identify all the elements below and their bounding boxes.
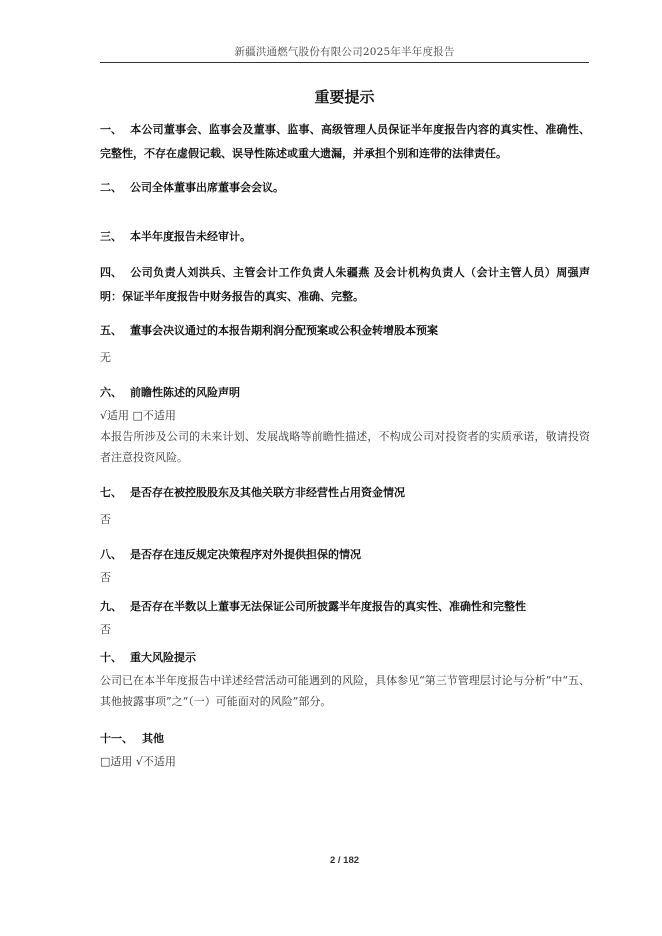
section-6-body: 本报告所涉及公司的未来计划、发展战略等前瞻性描述，不构成公司对投资者的实质承诺，敬请投资者注意投资风险。 (100, 430, 590, 464)
section-4: 四、 公司负责人刘洪兵、主管会计工作负责人朱疆燕 及会计机构负责人（会计主管人员）周强声明：保证半年度报告中财务报告的真实、准确、完整。 (100, 266, 590, 303)
section-3: 三、 本半年度报告未经审计。 (100, 230, 251, 243)
section-9-body: 否 (100, 623, 111, 636)
section-1: 一、 本公司董事会、监事会及董事、监事、高级管理人员保证半年度报告内容的真实性、准确性、完整性，不存在虚假记载、误导性陈述或重大遗漏，并承担个别和连带的法律责任。 (100, 123, 590, 160)
section-5: 五、 董事会决议通过的本报告期利润分配预案或公积金转增股本预案 无 (100, 319, 590, 368)
section-11: 十一、 其他 □适用 √不适用 (100, 727, 590, 772)
section-9: 九、 是否存在半数以上董事无法保证公司所披露半年度报告的真实性、准确性和完整性 否 (100, 595, 590, 640)
applicability-options: √适用 □不适用 (100, 409, 176, 422)
section-6: 六、 前瞻性陈述的风险声明 √适用 □不适用 本报告所涉及公司的未来计划、发展战略等前瞻性描述，不构成公司对投资者的实质承诺，敬请投资者注意投资风险。 (100, 381, 590, 468)
page-title: 重要提示 (314, 88, 375, 106)
section-5-body: 无 (100, 351, 111, 364)
section-10: 十、 重大风险提示 公司已在本半年度报告中详述经营活动可能遇到的风险，具体参见“第三节管理层讨论与分析”中“五、其他披露事项”之“（一）可能面对的风险”部分。 (100, 646, 590, 712)
header-rule (100, 62, 589, 63)
applicability-options: □适用 √不适用 (100, 755, 176, 768)
section-10-body: 公司已在本半年度报告中详述经营活动可能遇到的风险，具体参见“第三节管理层讨论与分析”中“五、其他披露事项”之“（一）可能面对的风险”部分。 (100, 674, 590, 708)
section-7-body: 否 (100, 513, 111, 526)
section-2: 二、 公司全体董事出席董事会会议。 (100, 181, 284, 194)
page-number: 2 / 182 (329, 855, 360, 866)
section-8: 八、 是否存在违反规定决策程序对外提供担保的情况 否 (100, 543, 590, 588)
section-7: 七、 是否存在被控股股东及其他关联方非经营性占用资金情况 否 (100, 481, 590, 530)
section-8-body: 否 (100, 571, 111, 584)
running-header: 新疆洪通燃气股份有限公司2025年半年度报告 (234, 46, 455, 58)
